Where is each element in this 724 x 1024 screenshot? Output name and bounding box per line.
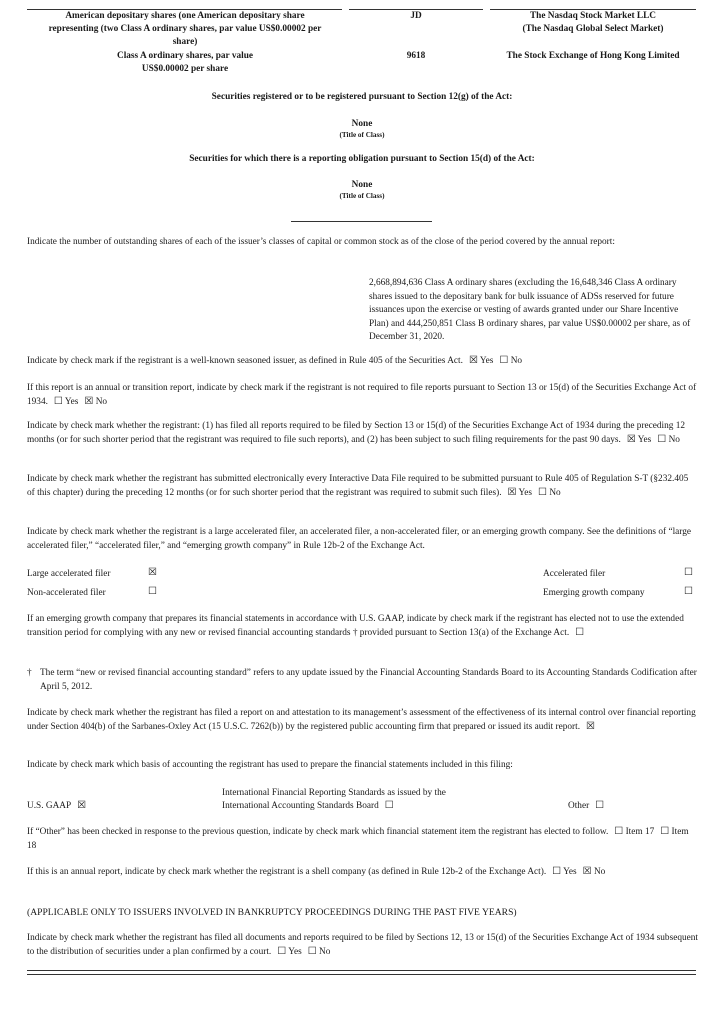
us-gaap-label: U.S. GAAP [27, 801, 72, 811]
bankruptcy-question [27, 932, 699, 959]
wksi-yes-checkbox[interactable]: ☒ [468, 355, 478, 366]
non-accelerated-filer-box: ☐ [148, 586, 157, 597]
large-accelerated-filer-label: Large accelerated filer [27, 569, 111, 579]
icfr-checkbox[interactable]: ☒ [586, 720, 595, 732]
egc-transition-question [27, 613, 699, 640]
not-required-no-checkbox[interactable]: ☒ [84, 395, 94, 407]
trading-symbol-ordinary: 9618 [406, 51, 426, 61]
wksi-question-text: Indicate by check mark if the registrant is a well-known seasoned issuer, as defined in Rule 405 of the Securities Act. [27, 356, 463, 366]
us-gaap-checkbox[interactable]: ☒ [77, 800, 87, 811]
section-divider [291, 221, 432, 222]
filed-reports-yes-checkbox[interactable]: ☒ [626, 433, 636, 445]
wksi-yes-label: Yes [479, 356, 494, 366]
emerging-growth-company-box: ☐ [684, 586, 693, 597]
large-accelerated-filer-box: ☒ [148, 567, 157, 578]
filed-reports-yes-label: Yes [637, 434, 652, 445]
icfr-question-text: Indicate by check mark whether the registrant has filed a report on and attestation to its management’s assessment of the effectiveness of its internal control over financial reporting under Section 404(b) of the Sarbanes-Oxley Act (15 U.S.C. 7262(b)) by the registered public accounting firm that prepared or issued its audit report. [27, 708, 696, 732]
filed-reports-no-checkbox[interactable]: ☐ [657, 433, 667, 445]
section-15d-value: None [351, 180, 373, 190]
basis-question: Indicate by check mark which basis of accounting the registrant has used to prepare the financial statements included in this filing: [27, 760, 513, 770]
large-accelerated-filer-checkbox[interactable] [148, 567, 157, 581]
bottom-rule-upper [27, 970, 696, 971]
item17-label: Item 17 [625, 827, 655, 837]
other-checkbox[interactable]: ☐ [595, 800, 605, 811]
interactive-data-yes-label: Yes [518, 487, 533, 498]
emerging-growth-company-checkbox[interactable] [684, 586, 693, 600]
section-15d-heading: Securities for which there is a reporting obligation pursuant to Section 15(d) of the Act: [189, 154, 535, 164]
bottom-rule-lower [27, 974, 696, 975]
item18-checkbox[interactable]: ☐ [660, 826, 670, 837]
accelerated-filer-box: ☐ [684, 567, 693, 578]
wksi-no-label: No [510, 356, 523, 366]
not-required-yes-checkbox[interactable]: ☐ [53, 395, 63, 407]
icfr-question [27, 707, 699, 734]
not-required-yes-label: Yes [64, 396, 79, 407]
other-option [568, 800, 604, 814]
item17-checkbox[interactable]: ☐ [614, 826, 624, 837]
bankruptcy-question-text: Indicate by check mark whether the registrant has filed all documents and reports required to be filed by Sections 12, 13 or 15(d) of the Securities Exchange Act of 1934 subsequent to the distribution of securities under a plan confirmed by a court. [27, 933, 698, 957]
other-label: Other [568, 801, 590, 811]
bankruptcy-no-checkbox[interactable]: ☐ [307, 945, 317, 957]
not-required-question [27, 382, 699, 409]
shell-company-no-label: No [593, 867, 606, 877]
exchange-name-hkex: The Stock Exchange of Hong Kong Limited [506, 51, 680, 61]
footnote-text: The term “new or revised financial accounting standard” refers to any update issued by the Financial Accounting Standards Board to its Accounting Standards Codification after April 5, 2012. [40, 668, 697, 692]
bankruptcy-yes-checkbox[interactable]: ☐ [277, 945, 287, 957]
section-12g-caption: (Title of Class) [339, 131, 385, 139]
interactive-data-question [27, 473, 692, 500]
shell-company-no-checkbox[interactable]: ☒ [582, 866, 592, 877]
not-required-no-label: No [95, 396, 108, 407]
section-12g-heading: Securities registered or to be registered pursuant to Section 12(g) of the Act: [211, 92, 513, 102]
not-required-question-text: If this report is an annual or transition report, indicate by check mark if the registrant is not required to file reports pursuant to Section 13 or 15(d) of the Securities Exchange Act of 1934. [27, 383, 697, 407]
non-accelerated-filer-label: Non-accelerated filer [27, 588, 106, 598]
bankruptcy-heading: (APPLICABLE ONLY TO ISSUERS INVOLVED IN BANKRUPTCY PROCEEDINGS DURING THE PAST FIVE YEARS) [27, 907, 517, 918]
filed-reports-no-label: No [668, 434, 680, 445]
section-12g-value: None [351, 119, 373, 129]
exchange-name-nasdaq-segment: (The Nasdaq Global Select Market) [522, 24, 664, 34]
shell-company-yes-label: Yes [563, 867, 577, 877]
interactive-data-question-text: Indicate by check mark whether the registrant has submitted electronically every Interactive Data File required to be submitted pursuant to Rule 405 of Regulation S-T (§232.405 of this chapter) during the preceding 12 months (or for such shorter period that the registrant was required to submit such files). [27, 474, 689, 498]
trading-symbol-ads: JD [410, 11, 422, 21]
wksi-no-checkbox[interactable]: ☐ [499, 355, 509, 366]
other-item-question [27, 826, 699, 853]
exchange-name-nasdaq: The Nasdaq Stock Market LLC [529, 11, 657, 21]
egc-transition-checkbox[interactable]: ☐ [575, 626, 585, 638]
interactive-data-no-checkbox[interactable]: ☐ [538, 486, 547, 498]
other-item-question-text: If “Other” has been checked in response to the previous question, indicate by check mark which financial statement item the registrant has elected to follow. [27, 827, 609, 837]
ifrs-label-line2: International Accounting Standards Board [222, 801, 379, 811]
interactive-data-yes-checkbox[interactable]: ☒ [507, 486, 517, 498]
filed-reports-question [27, 420, 699, 447]
bankruptcy-yes-label: Yes [288, 946, 302, 957]
egc-transition-question-text: If an emerging growth company that prepares its financial statements in accordance with U.S. GAAP, indicate by check mark if the registrant has elected not to use the extended transition period for complying with any new or revised financial accounting standards † provided pursuant to Section 13(a) of the Exchange Act. [27, 614, 684, 638]
section-15d-caption: (Title of Class) [339, 192, 385, 200]
item18-label: Item 18 [27, 827, 689, 851]
footnote-dagger: † [27, 668, 32, 678]
wksi-question [27, 355, 707, 369]
non-accelerated-filer-checkbox[interactable] [148, 586, 157, 600]
shell-company-question [27, 866, 627, 880]
ifrs-checkbox[interactable]: ☐ [384, 800, 394, 811]
shell-company-yes-checkbox[interactable]: ☐ [552, 866, 562, 877]
us-gaap-option [27, 800, 86, 814]
accelerated-filer-checkbox[interactable] [684, 567, 693, 581]
ifrs-label-line1: International Financial Reporting Standards as issued by the [222, 788, 446, 798]
title-of-class-ads: American depositary shares (one American depositary share representing (two Class A ordinary shares, par value US$0.00002 per share) [48, 11, 322, 48]
title-of-class-ordinary: Class A ordinary shares, par value US$0.00002 per share [116, 51, 254, 75]
outstanding-shares-answer: 2,668,894,636 Class A ordinary shares (excluding the 16,648,346 Class A ordinary shares issued to the depositary bank for bulk issuance of ADSs reserved for future issuances upon the exercise or vesting of awards granted under our Share Incentive Plan) and 444,250,851 Class B ordinary shares, par value US$0.00002 per share, as of December 31, 2020. [369, 278, 691, 342]
bankruptcy-no-label: No [319, 946, 331, 957]
accelerated-filer-label: Accelerated filer [543, 569, 606, 579]
interactive-data-no-label: No [549, 487, 561, 498]
ifrs-option [222, 800, 394, 814]
emerging-growth-company-label: Emerging growth company [543, 588, 645, 598]
filer-type-question: Indicate by check mark whether the registrant is a large accelerated filer, an accelerated filer, a non-accelerated filer, or an emerging growth company. See the definitions of “large accelerated filer,” “accelerated filer,” and “emerging growth company” in Rule 12b-2 of the Exchange Act. [27, 527, 691, 551]
filed-reports-question-text: Indicate by check mark whether the registrant: (1) has filed all reports required to be filed by Section 13 or 15(d) of the Securities Exchange Act of 1934 during the preceding 12 months (or for such shorter period that the registrant was required to file such reports), and (2) has been subject to such filing requirements for the past 90 days. [27, 421, 686, 445]
outstanding-shares-question: Indicate the number of outstanding shares of each of the issuer’s classes of capital or common stock as of the close of the period covered by the annual report: [27, 237, 615, 247]
shell-company-question-text: If this is an annual report, indicate by check mark whether the registrant is a shell company (as defined in Rule 12b-2 of the Exchange Act). [27, 867, 547, 877]
